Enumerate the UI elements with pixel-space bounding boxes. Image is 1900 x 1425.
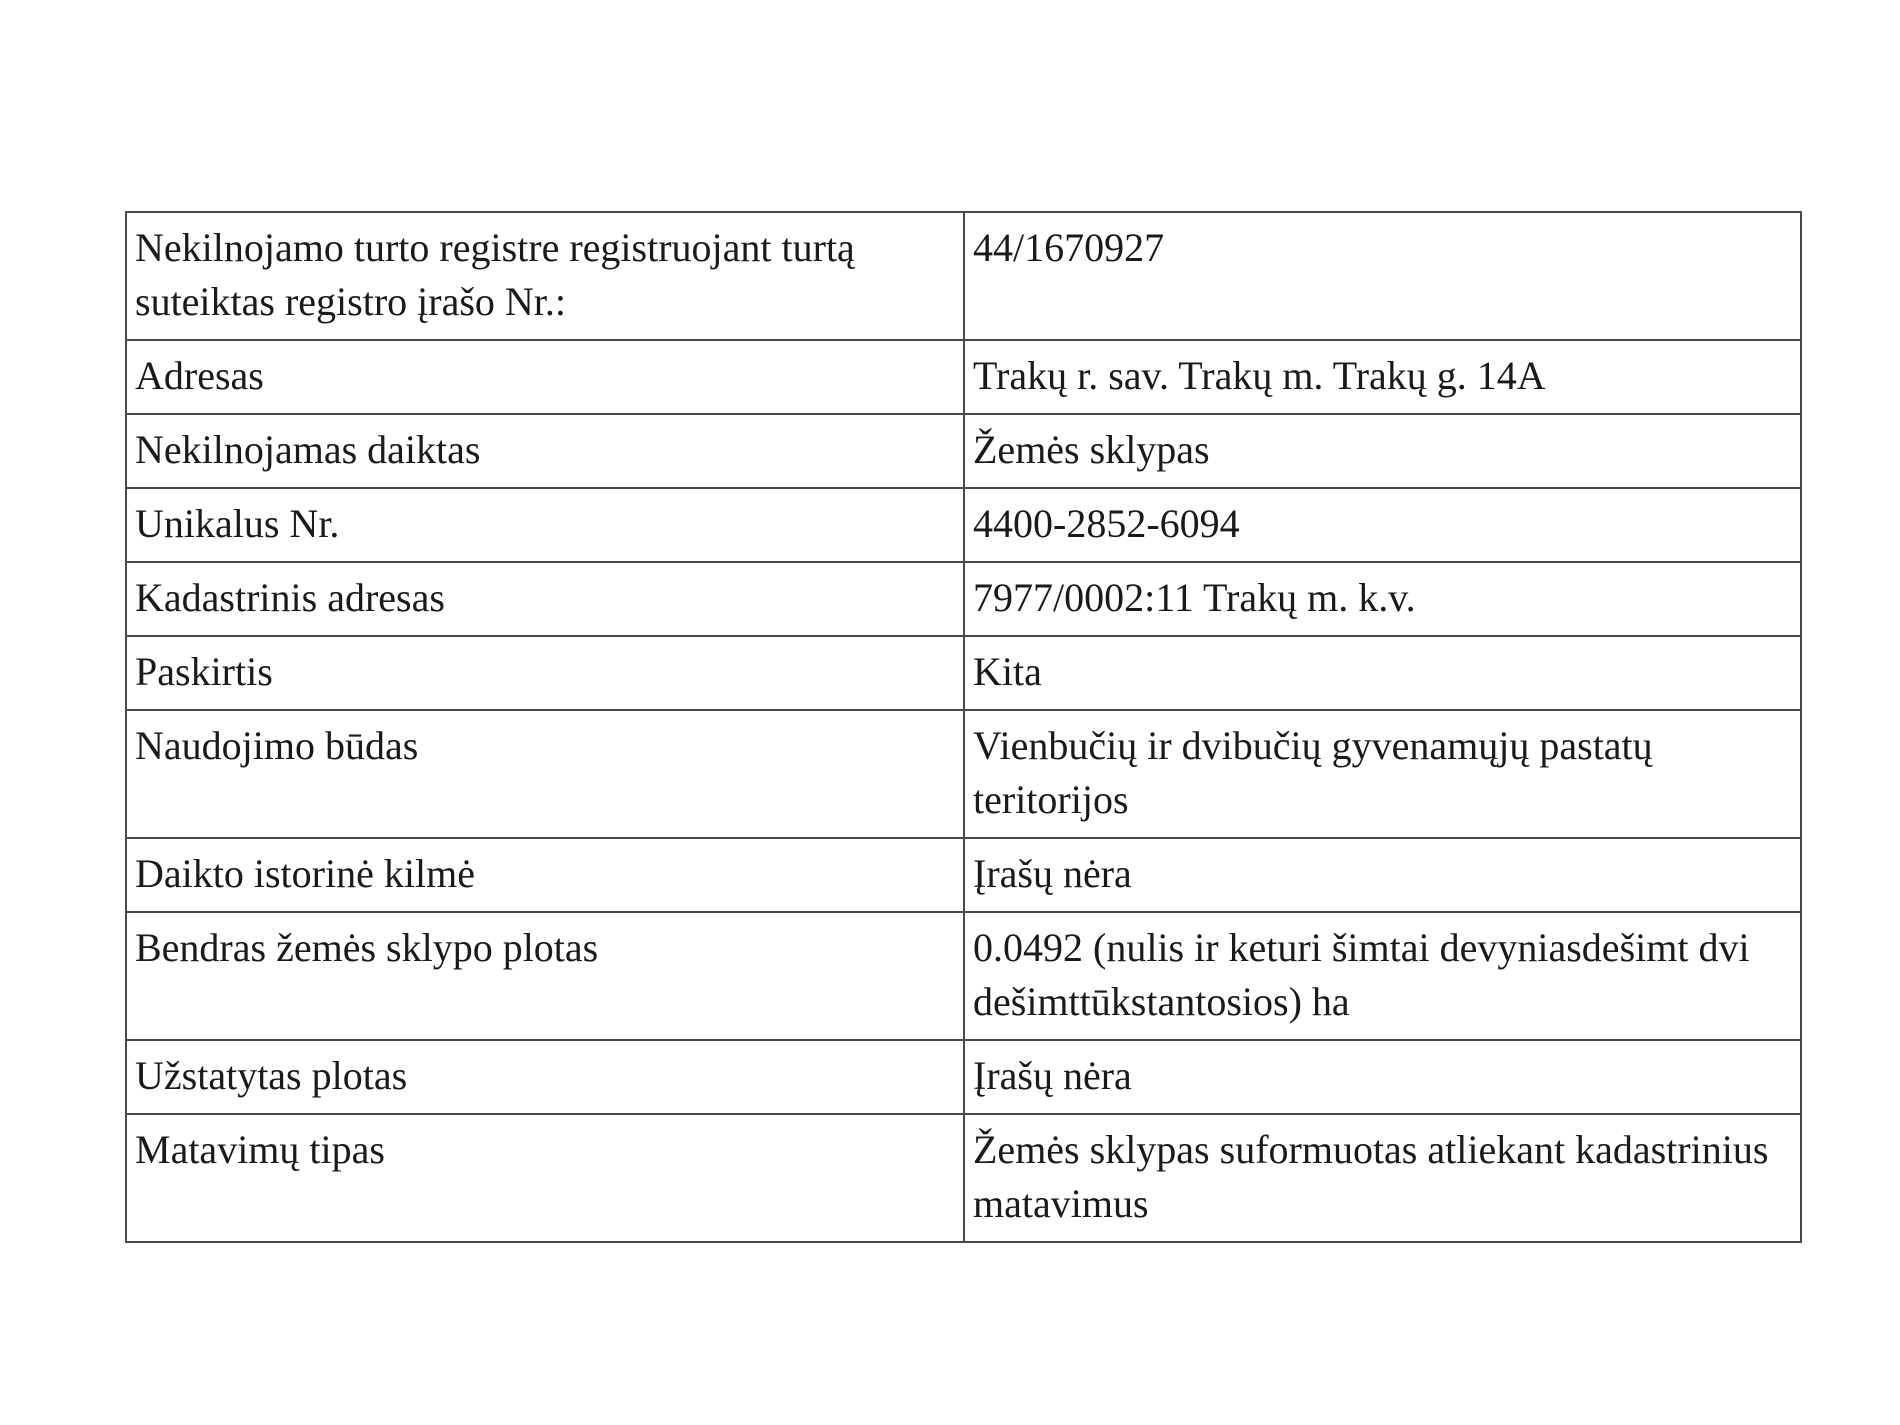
table-row-cadastral-address: [126, 562, 1801, 636]
table-row-built-up-area: [126, 1040, 1801, 1114]
table-row-usage-method: [126, 710, 1801, 838]
row-value: 7977/0002:11 Trakų m. k.v.: [964, 562, 1801, 636]
row-label: Užstatytas plotas: [126, 1040, 964, 1114]
row-label: Kadastrinis adresas: [126, 562, 964, 636]
property-registry-table: [125, 211, 1802, 1243]
row-value: Žemės sklypas suformuotas atliekant kadastrinius matavimus: [964, 1114, 1801, 1242]
table-row-measurement-type: [126, 1114, 1801, 1242]
row-label: Adresas: [126, 340, 964, 414]
row-label: Bendras žemės sklypo plotas: [126, 912, 964, 1040]
row-value: 0.0492 (nulis ir keturi šimtai devyniasdešimt dvi dešimttūkstantosios) ha: [964, 912, 1801, 1040]
row-value: Įrašų nėra: [964, 1040, 1801, 1114]
row-value: 44/1670927: [964, 212, 1801, 340]
row-label: Paskirtis: [126, 636, 964, 710]
table-row-registry-record-number: [126, 212, 1801, 340]
row-label: Naudojimo būdas: [126, 710, 964, 838]
row-label: Nekilnojamas daiktas: [126, 414, 964, 488]
row-label: Matavimų tipas: [126, 1114, 964, 1242]
row-label: Nekilnojamo turto registre registruojant turtą suteiktas registro įrašo Nr.:: [126, 212, 964, 340]
row-label: Daikto istorinė kilmė: [126, 838, 964, 912]
table-row-total-plot-area: [126, 912, 1801, 1040]
table-row-unique-number: [126, 488, 1801, 562]
table-row-historical-origin: [126, 838, 1801, 912]
table-row-purpose: [126, 636, 1801, 710]
row-value: 4400-2852-6094: [964, 488, 1801, 562]
row-value: Trakų r. sav. Trakų m. Trakų g. 14A: [964, 340, 1801, 414]
row-value: Kita: [964, 636, 1801, 710]
row-value: Įrašų nėra: [964, 838, 1801, 912]
row-label: Unikalus Nr.: [126, 488, 964, 562]
table-row-address: [126, 340, 1801, 414]
table-row-property-type: [126, 414, 1801, 488]
row-value: Vienbučių ir dvibučių gyvenamųjų pastatų teritorijos: [964, 710, 1801, 838]
row-value: Žemės sklypas: [964, 414, 1801, 488]
